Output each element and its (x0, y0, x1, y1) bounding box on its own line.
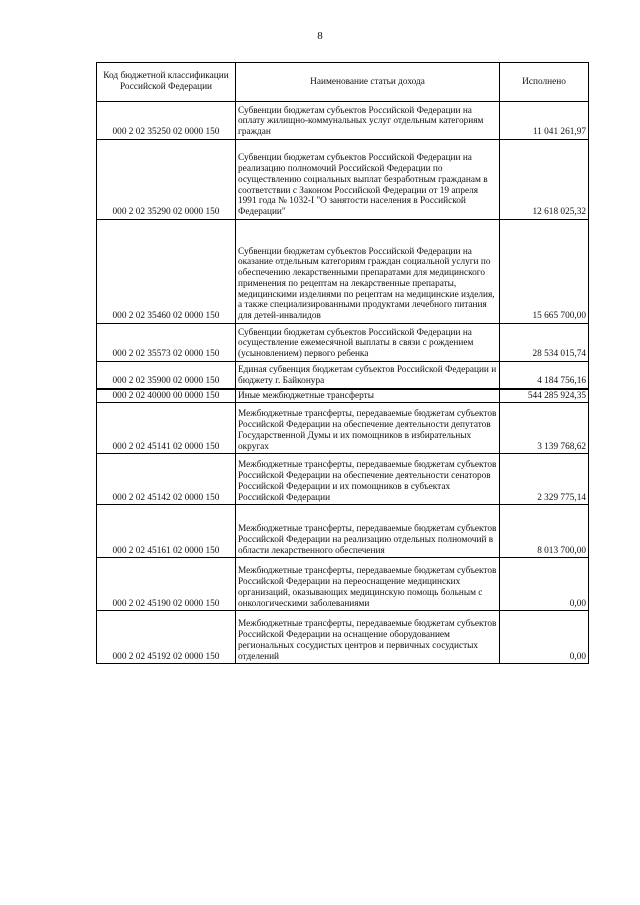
row-amount: 12 618 025,32 (500, 140, 589, 220)
table-row (97, 403, 589, 454)
table-row (97, 558, 589, 611)
row-amount: 3 139 768,62 (500, 403, 589, 454)
table-row (97, 454, 589, 505)
row-amount: 15 665 700,00 (500, 220, 589, 324)
row-code: 000 2 02 45190 02 0000 150 (97, 558, 236, 611)
table-row (97, 362, 589, 389)
row-code: 000 2 02 45141 02 0000 150 (97, 403, 236, 454)
row-name: Межбюджетные трансферты, передаваемые бюджетам субъектов Российской Федерации на реализацию отдельных полномочий в области лекарственного обеспечения (236, 505, 500, 558)
row-name: Иные межбюджетные трансферты (236, 389, 500, 403)
row-name: Субвенции бюджетам субъектов Российской Федерации на оплату жилищно-коммунальных услуг отдельным категориям граждан (236, 102, 500, 140)
table-header-row (97, 63, 589, 102)
row-name: Единая субвенция бюджетам субъектов Российской Федерации и бюджету г. Байконура (236, 362, 500, 389)
row-amount: 4 184 756,16 (500, 362, 589, 389)
row-amount: 0,00 (500, 611, 589, 664)
row-amount: 544 285 924,35 (500, 389, 589, 403)
income-table (96, 62, 589, 664)
row-amount: 11 041 261,97 (500, 102, 589, 140)
row-name: Межбюджетные трансферты, передаваемые бюджетам субъектов Российской Федерации на переоснащение медицинских организаций, оказывающих медицинскую помощь больным с онкологическими заболеваниями (236, 558, 500, 611)
row-amount: 8 013 700,00 (500, 505, 589, 558)
row-code: 000 2 02 35250 02 0000 150 (97, 102, 236, 140)
header-name: Наименование статьи дохода (236, 63, 500, 102)
row-amount: 28 534 015,74 (500, 324, 589, 362)
table-row (97, 102, 589, 140)
row-code: 000 2 02 35900 02 0000 150 (97, 362, 236, 389)
row-code: 000 2 02 45161 02 0000 150 (97, 505, 236, 558)
row-code: 000 2 02 45192 02 0000 150 (97, 611, 236, 664)
table-row (97, 505, 589, 558)
table-row (97, 389, 589, 403)
row-amount: 2 329 775,14 (500, 454, 589, 505)
row-name: Субвенции бюджетам субъектов Российской Федерации на осуществление ежемесячной выплаты в связи с рождением (усыновлением) первого ребенка (236, 324, 500, 362)
row-name: Межбюджетные трансферты, передаваемые бюджетам субъектов Российской Федерации на обеспечение деятельности депутатов Государственной Думы и их помощников в избирательных округах (236, 403, 500, 454)
table-row (97, 324, 589, 362)
row-code: 000 2 02 35460 02 0000 150 (97, 220, 236, 324)
table-row (97, 140, 589, 220)
row-name: Межбюджетные трансферты, передаваемые бюджетам субъектов Российской Федерации на оснащение оборудованием региональных сосудистых центров и первичных сосудистых отделений (236, 611, 500, 664)
page-number: 8 (317, 30, 323, 42)
row-code: 000 2 02 45142 02 0000 150 (97, 454, 236, 505)
row-code: 000 2 02 40000 00 0000 150 (97, 389, 236, 403)
row-name: Субвенции бюджетам субъектов Российской Федерации на оказание отдельным категориям граждан социальной услуги по обеспечению лекарственными препаратами для медицинского применения по рецептам на лекарственные препараты, медицинскими изделиями по рецептам на медицинские изделия, а также специализированными продуктами лечебного питания для детей-инвалидов (236, 220, 500, 324)
header-amount: Исполнено (500, 63, 589, 102)
row-name: Межбюджетные трансферты, передаваемые бюджетам субъектов Российской Федерации на обеспечение деятельности сенаторов Российской Федерации и их помощников в субъектах Российской Федерации (236, 454, 500, 505)
row-code: 000 2 02 35573 02 0000 150 (97, 324, 236, 362)
row-code: 000 2 02 35290 02 0000 150 (97, 140, 236, 220)
header-code: Код бюджетной классификации Российской Федерации (97, 63, 236, 102)
row-amount: 0,00 (500, 558, 589, 611)
table-row (97, 611, 589, 664)
table-row (97, 220, 589, 324)
row-name: Субвенции бюджетам субъектов Российской Федерации на реализацию полномочий Российской Федерации по осуществлению социальных выплат безработным гражданам в соответствии с Законом Российской Федерации от 19 апреля 1991 года № 1032-I "О занятости населения в Российской Федерации" (236, 140, 500, 220)
